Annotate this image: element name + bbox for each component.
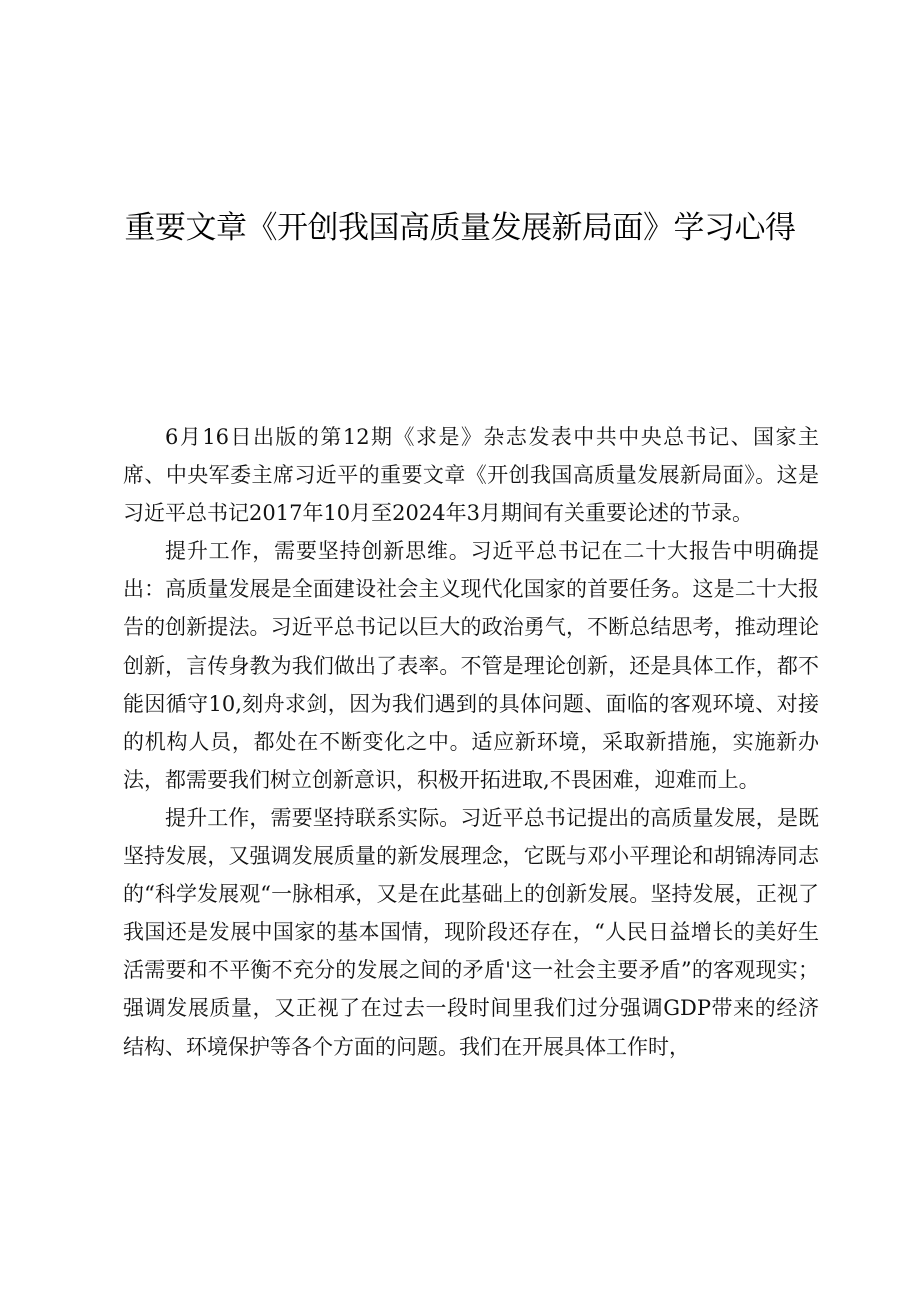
paragraph-intro: 6月16日出版的第12期《求是》杂志发表中共中央总书记、国家主席、中央军委主席习近平的重要文章《开创我国高质量发展新局面》。这是习近平总书记2017年10月至2024年3月期间有关重要论述的节录。	[123, 425, 819, 526]
document-body	[123, 418, 819, 1066]
paragraph-practice: 提升工作，需要坚持联系实际。习近平总书记提出的高质量发展，是既坚持发展，又强调发展质量的新发展理念，它既与邓小平理论和胡锦涛同志的“科学发展观“一脉相承，又是在此基础上的创新发展。坚持发展，正视了我国还是发展中国家的基本国情，现阶段还存在，“人民日益增长的美好生活需要和不平衡不充分的发展之间的矛盾'这一社会主要矛盾”的客观现实；强调发展质量，又正视了在过去一段时间里我们过分强调GDP带来的经济结构、环境保护等各个方面的问题。我们在开展具体工作时，	[123, 805, 819, 1059]
document-title: 重要文章《开创我国高质量发展新局面》学习心得	[124, 210, 796, 246]
paragraph-innovation: 提升工作，需要坚持创新思维。习近平总书记在二十大报告中明确提出：高质量发展是全面建设社会主义现代化国家的首要任务。这是二十大报告的创新提法。习近平总书记以巨大的政治勇气，不断总结思考，推动理论创新，言传身教为我们做出了表率。不管是理论创新，还是具体工作，都不能因循守10,刻舟求剑，因为我们遇到的具体问题、面临的客观环境、对接的机构人员，都处在不断变化之中。适应新环境，采取新措施，实施新办法，都需要我们树立创新意识，积极开拓进取,不畏困难，迎难而上。	[123, 539, 819, 792]
